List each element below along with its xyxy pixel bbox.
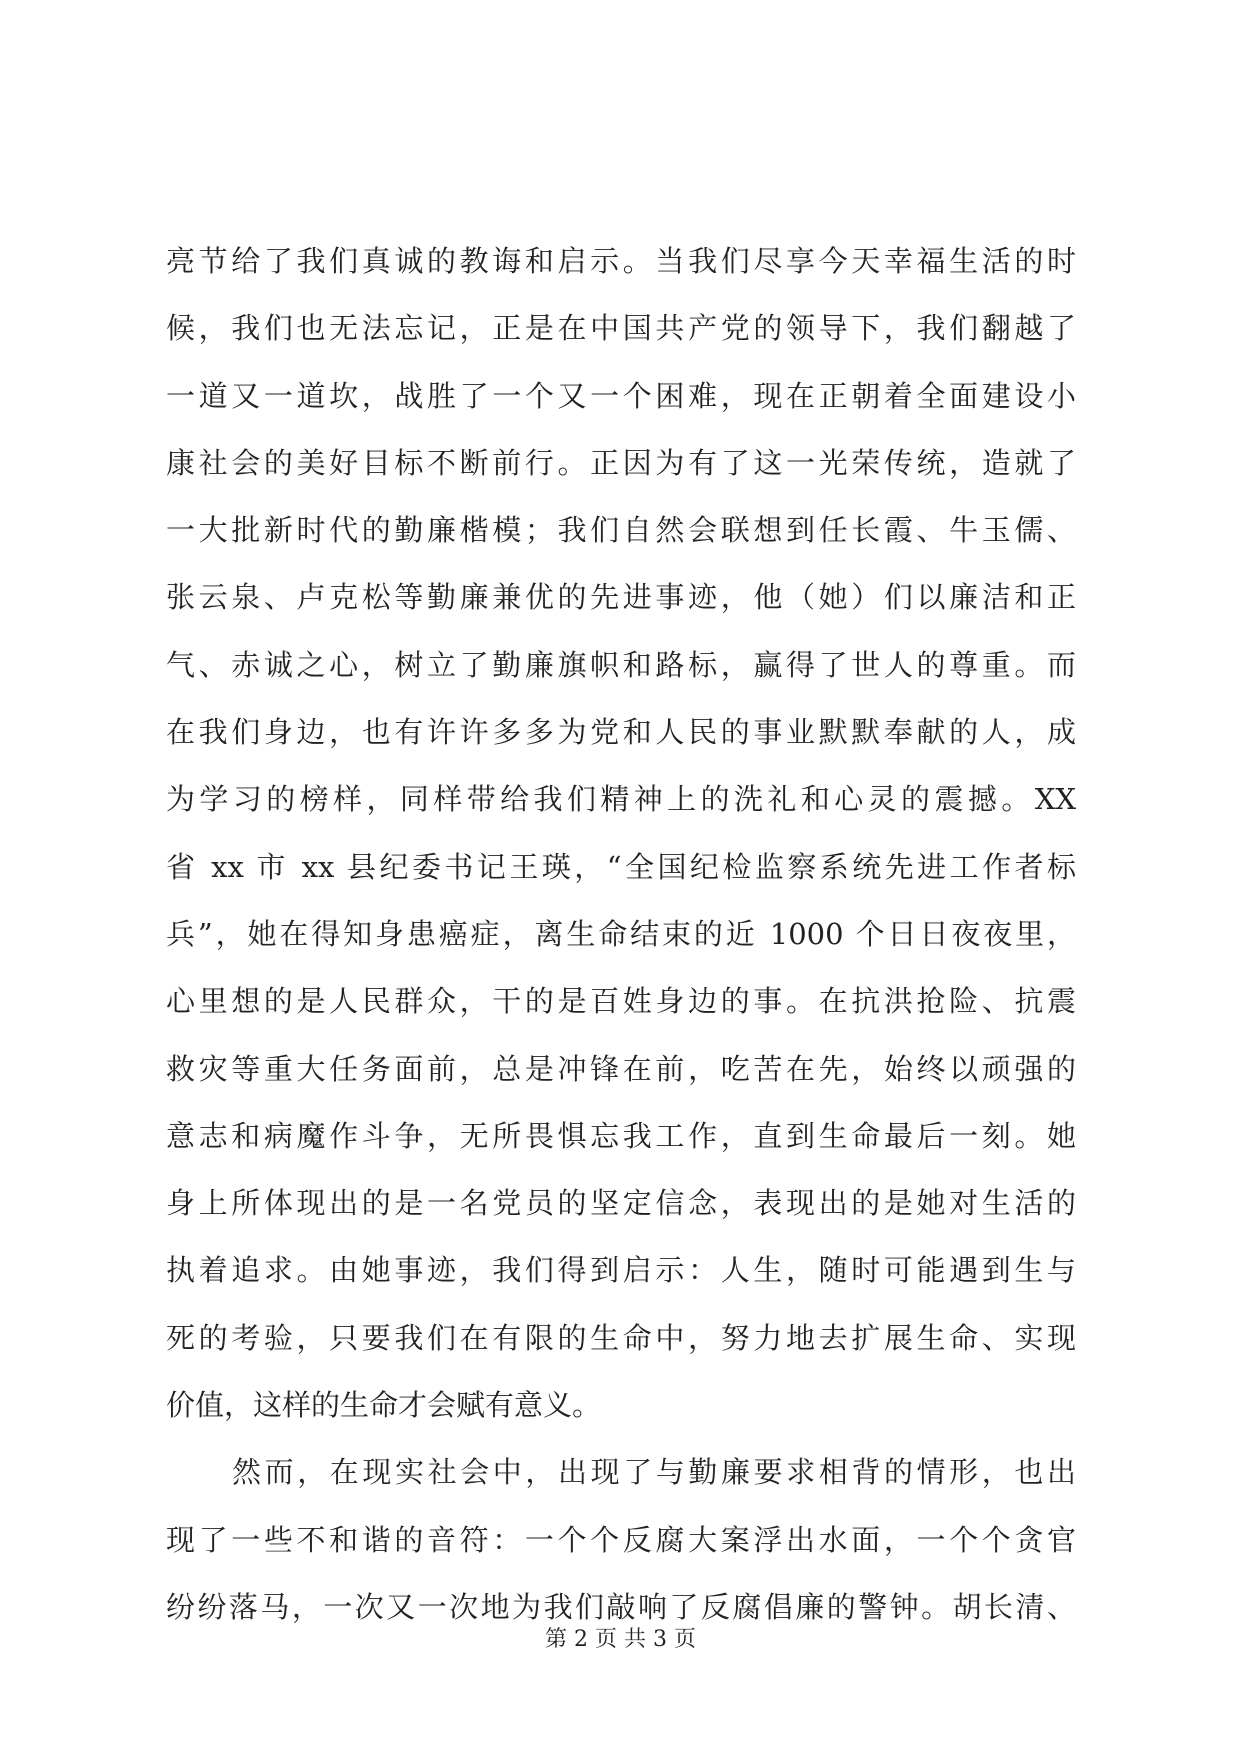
text-line: 一道又一道坎，战胜了一个又一个困难，现在正朝着全面建设小 bbox=[166, 378, 1076, 413]
text-line: 救灾等重大任务面前，总是冲锋在前，吃苦在先，始终以顽强的 bbox=[166, 1051, 1076, 1086]
text-line: 身上所体现出的是一名党员的坚定信念，表现出的是她对生活的 bbox=[166, 1186, 1076, 1221]
text-line: 张云泉、卢克松等勤廉兼优的先进事迹，他（她）们以廉洁和正 bbox=[166, 580, 1076, 615]
page-footer: 第 2 页 共 3 页 bbox=[545, 1627, 696, 1652]
paragraph-first-line: 然而，在现实社会中，出现了与勤廉要求相背的情形，也出 bbox=[232, 1455, 1076, 1490]
text-line: 现了一些不和谐的音符：一个个反腐大案浮出水面，一个个贪官 bbox=[166, 1522, 1076, 1557]
text-line: 在我们身边，也有许许多多为党和人民的事业默默奉献的人，成 bbox=[166, 715, 1076, 750]
text-line: 价值，这样的生命才会赋有意义。 bbox=[166, 1388, 602, 1423]
text-line: 意志和病魔作斗争，无所畏惧忘我工作，直到生命最后一刻。她 bbox=[166, 1118, 1076, 1153]
text-line: 执着追求。由她事迹，我们得到启示：人生，随时可能遇到生与 bbox=[166, 1253, 1076, 1288]
text-line: 康社会的美好目标不断前行。正因为有了这一光荣传统，造就了 bbox=[166, 445, 1076, 480]
text-line: 兵”，她在得知身患癌症，离生命结束的近 1000 个日日夜夜里， bbox=[166, 916, 1076, 951]
text-line: 死的考验，只要我们在有限的生命中，努力地去扩展生命、实现 bbox=[166, 1320, 1076, 1355]
text-line: 心里想的是人民群众，干的是百姓身边的事。在抗洪抢险、抗震 bbox=[166, 984, 1076, 1019]
text-line: 省 xx 市 xx 县纪委书记王瑛，“全国纪检监察系统先进工作者标 bbox=[166, 849, 1076, 884]
text-line: 一大批新时代的勤廉楷模；我们自然会联想到任长霞、牛玉儒、 bbox=[166, 513, 1076, 548]
body-text bbox=[166, 228, 1076, 1641]
text-line: 纷纷落马，一次又一次地为我们敲响了反腐倡廉的警钟。胡长清、 bbox=[166, 1589, 1076, 1624]
text-line: 气、赤诚之心，树立了勤廉旗帜和路标，赢得了世人的尊重。而 bbox=[166, 647, 1076, 682]
text-line: 为学习的榜样，同样带给我们精神上的洗礼和心灵的震撼。XX bbox=[166, 782, 1076, 817]
text-line: 候，我们也无法忘记，正是在中国共产党的领导下，我们翻越了 bbox=[166, 311, 1076, 346]
text-line: 亮节给了我们真诚的教诲和启示。当我们尽享今天幸福生活的时 bbox=[166, 244, 1076, 278]
